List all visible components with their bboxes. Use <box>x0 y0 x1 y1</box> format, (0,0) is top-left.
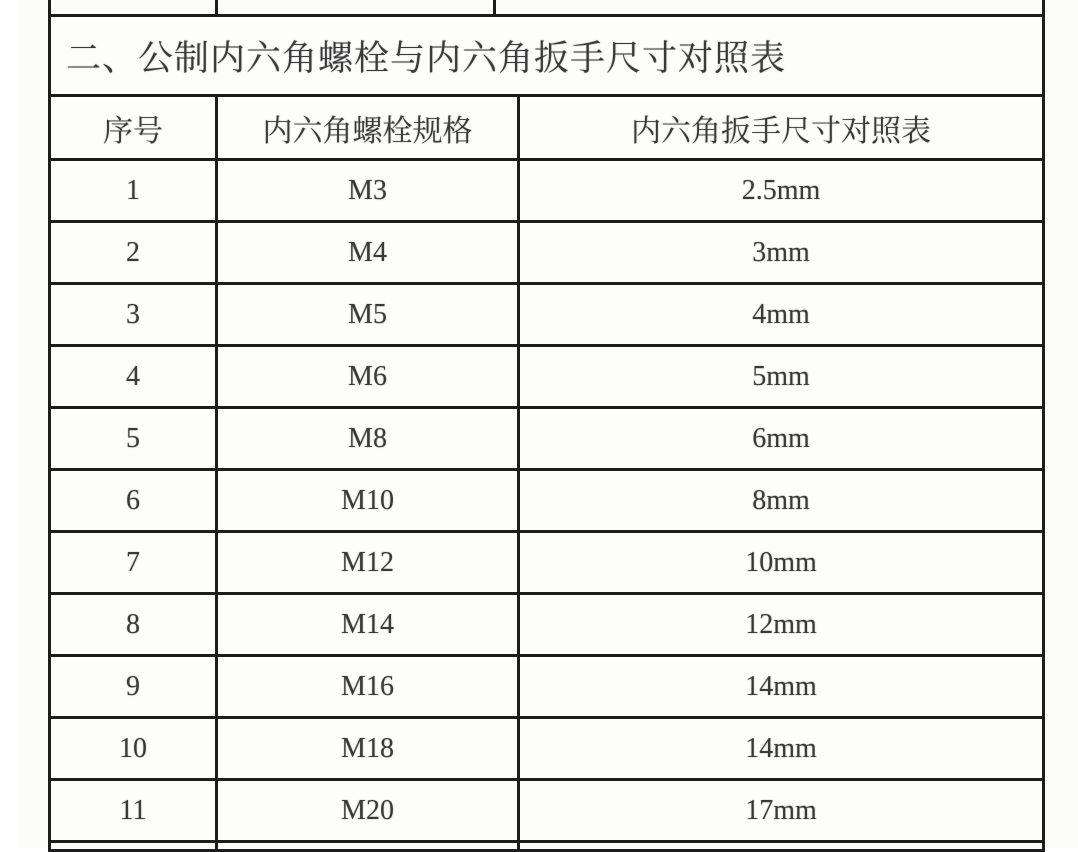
bolt-spec-cell: M16 <box>218 657 520 716</box>
serial-cell: 8 <box>51 595 218 654</box>
wrench-size-cell: 12mm <box>745 608 817 640</box>
wrench-size-cell: 5mm <box>752 360 810 392</box>
column-header-serial: 序号 <box>51 97 218 158</box>
table-row <box>51 657 1042 719</box>
wrench-size-cell: 14mm <box>745 732 817 764</box>
bolt-spec-cell: M4 <box>218 223 520 282</box>
page-left-margin <box>0 0 18 848</box>
serial-cell: 9 <box>51 657 218 716</box>
wrench-size-cell: 8mm <box>752 484 810 516</box>
serial-cell: 7 <box>51 533 218 592</box>
serial-cell: 2 <box>51 223 218 282</box>
column-header-wrench-size: 内六角扳手尺寸对照表 <box>631 114 931 148</box>
serial-cell: 1 <box>51 161 218 220</box>
serial-cell: 11 <box>51 781 218 840</box>
table-title-row <box>51 17 1042 97</box>
bolt-spec-cell: M12 <box>218 533 520 592</box>
table-row <box>51 161 1042 223</box>
hex-bolt-wrench-size-table <box>48 14 1045 852</box>
partial-next-row-cut-off <box>51 843 1042 849</box>
bolt-spec-cell: M3 <box>218 161 520 220</box>
serial-cell: 5 <box>51 409 218 468</box>
serial-cell: 6 <box>51 471 218 530</box>
wrench-size-cell: 2.5mm <box>741 174 821 206</box>
partial-cell-wrench <box>520 843 1042 849</box>
bolt-spec-cell: M8 <box>218 409 520 468</box>
column-header-bolt-spec: 内六角螺栓规格 <box>218 97 520 158</box>
table-row <box>51 409 1042 471</box>
wrench-size-cell: 4mm <box>752 298 810 330</box>
upper-table-right-border-stub <box>1042 0 1045 15</box>
table-title: 二、公制内六角螺栓与内六角扳手尺寸对照表 <box>66 38 787 78</box>
table-row <box>51 781 1042 843</box>
wrench-size-cell: 17mm <box>745 794 817 826</box>
wrench-size-cell: 10mm <box>745 546 817 578</box>
bolt-spec-cell: M14 <box>218 595 520 654</box>
upper-table-divider-stub-1 <box>215 0 218 15</box>
table-header-row <box>51 97 1042 161</box>
table-row <box>51 595 1042 657</box>
serial-cell: 10 <box>51 719 218 778</box>
bolt-spec-cell: M10 <box>218 471 520 530</box>
bolt-spec-cell: M6 <box>218 347 520 406</box>
bolt-spec-cell: M5 <box>218 285 520 344</box>
bolt-spec-cell: M18 <box>218 719 520 778</box>
bolt-spec-cell: M20 <box>218 781 520 840</box>
upper-table-divider-stub-2 <box>493 0 496 15</box>
wrench-size-cell: 14mm <box>745 670 817 702</box>
partial-cell-serial <box>51 843 218 849</box>
wrench-size-cell: 3mm <box>752 236 810 268</box>
upper-table-left-border-stub <box>48 0 51 15</box>
table-row <box>51 347 1042 409</box>
table-row <box>51 719 1042 781</box>
table-row <box>51 285 1042 347</box>
serial-cell: 4 <box>51 347 218 406</box>
table-row <box>51 533 1042 595</box>
table-row <box>51 223 1042 285</box>
serial-cell: 3 <box>51 285 218 344</box>
wrench-size-cell: 6mm <box>752 422 810 454</box>
table-body <box>51 161 1042 843</box>
table-row <box>51 471 1042 533</box>
partial-cell-bolt <box>218 843 520 849</box>
